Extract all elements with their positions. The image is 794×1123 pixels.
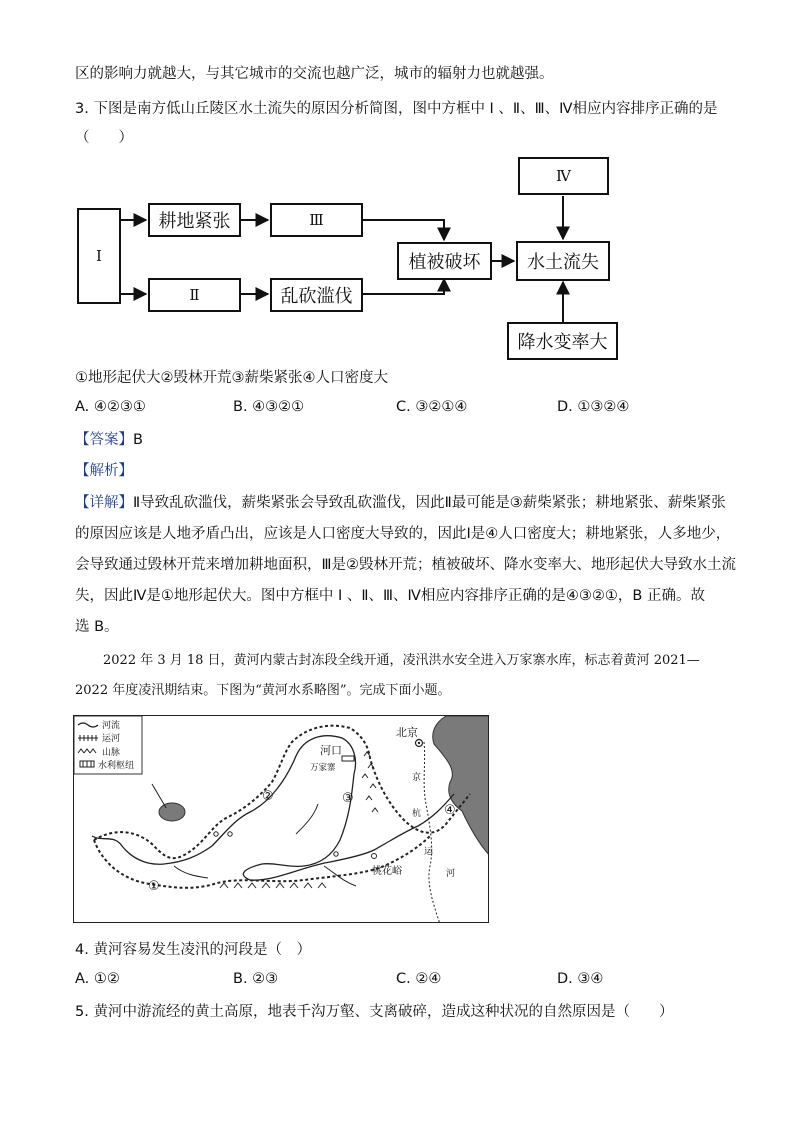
box-III: Ⅲ: [270, 203, 363, 237]
analysis-tag: 【解析】: [75, 463, 133, 479]
box-shuitu: 水土流失: [516, 241, 610, 281]
label-canal-he: 河: [446, 869, 456, 879]
lake: [159, 803, 185, 821]
label-taohuayu: 桃花峪: [372, 866, 402, 877]
sea: [433, 716, 489, 856]
legend-label-dam: 水利枢纽: [98, 761, 135, 771]
q4-option-c: C. ②④: [396, 971, 442, 987]
taohuayu-point: [372, 854, 377, 859]
q4-option-d: D. ③④: [557, 971, 604, 987]
detail-line-4: 失，因此Ⅳ是①地形起伏大。图中方框中 Ⅰ 、Ⅱ、Ⅲ、Ⅳ相应内容排序正确的是④③②①，B 正确。故: [75, 588, 705, 604]
answer-value: B: [133, 432, 143, 448]
detail-line-5: 选 B。: [75, 619, 119, 635]
yellow-river: [92, 736, 454, 880]
label-beijing: 北京: [396, 726, 418, 739]
q4-option-a: A. ①②: [75, 971, 120, 987]
q4-stem: 4. 黄河容易发生凌汛的河段是（ ）: [75, 942, 311, 958]
box-zhibei: 植被破坏: [397, 242, 492, 280]
legend-label-river: 河流: [102, 721, 121, 731]
q3-option-d: D. ①③②④: [557, 399, 630, 415]
diagram-arrows: [0, 0, 794, 380]
detail-line-3: 会导致通过毁林开荒来增加耕地面积，Ⅲ是②毁林开荒；植被破坏、降水变率大、地形起伏大导致水土流: [75, 557, 736, 573]
q3-option-a: A. ④②③①: [75, 399, 146, 415]
detail-line-1: [75, 493, 726, 513]
box-jiangshui: 降水变率大: [507, 322, 618, 360]
label-hekou: 河口: [320, 744, 342, 757]
box-IV: Ⅳ: [518, 157, 609, 195]
intro-line: 区的影响力就越大，与其它城市的交流也越广泛，城市的辐射力也就越强。: [75, 66, 554, 82]
q4-option-b: B. ②③: [233, 971, 279, 987]
yellow-river-map: [73, 715, 489, 923]
box-gengdi: 耕地紧张: [148, 203, 241, 237]
mountain-range-taihang: [362, 752, 378, 812]
answer-line: [75, 430, 143, 450]
label-canal-hang: 杭: [412, 809, 422, 819]
q3-option-b: B. ④③②①: [233, 399, 305, 415]
cause-diagram: [0, 0, 794, 380]
marker-1: ①: [148, 879, 160, 894]
label-canal-yun: 运: [424, 847, 434, 857]
marker-3: ③: [342, 791, 354, 806]
box-I: Ⅰ: [77, 208, 121, 304]
map-svg: [74, 716, 489, 923]
box-luankan: 乱砍滥伐: [270, 278, 363, 312]
marker-2: ②: [262, 789, 274, 804]
q3-stem: 3. 下图是南方低山丘陵区水土流失的原因分析简图，图中方框中 Ⅰ 、Ⅱ、Ⅲ、Ⅳ相应内容排序正确的是: [75, 101, 718, 117]
q3-paren: （ ）: [75, 130, 133, 146]
detail-line-2: 的原因应该是人地矛盾凸出，应该是人口密度大导致的，因此Ⅰ是④人口密度大；耕地紧张，人多地少，: [75, 526, 731, 542]
arrow-III-to-zhibei: [362, 220, 444, 240]
passage-line-1: 2022 年 3 月 18 日，黄河内蒙古封冻段全线开通，凌汛洪水安全进入万家寨水库，标志着黄河 2021—: [103, 653, 700, 668]
legend-label-mountain: 山脉: [102, 748, 121, 758]
mountain-range-qinling: [220, 883, 326, 888]
legend-label-canal: 运河: [102, 734, 121, 744]
analysis-line: [75, 461, 133, 481]
label-canal-jing: 京: [412, 773, 422, 783]
marker-4: ④: [444, 803, 456, 818]
arrow-luankan-to-zhibei: [362, 279, 444, 294]
box-II: Ⅱ: [148, 278, 241, 312]
passage-line-2: 2022 年度凌汛期结束。下图为“黄河水系略图”。完成下面小题。: [75, 683, 451, 698]
answer-tag: 【答案】: [75, 432, 133, 448]
label-wanjiazhai: 万家寨: [310, 763, 336, 773]
detail-text-1: Ⅱ导致乱砍滥伐，薪柴紧张会导致乱砍滥伐，因此Ⅱ最可能是③薪柴紧张；耕地紧张、薪柴紧张: [133, 495, 726, 511]
detail-tag: 【详解】: [75, 495, 133, 511]
q5-stem: 5. 黄河中游流经的黄土高原，地表千沟万壑、支离破碎，造成这种状况的自然原因是（ ）: [75, 1004, 674, 1020]
q3-option-c: C. ③②①④: [396, 399, 468, 415]
q3-items: ①地形起伏大②毁林开荒③薪柴紧张④人口密度大: [75, 370, 388, 386]
wanjiazhai-dam: [342, 756, 354, 761]
